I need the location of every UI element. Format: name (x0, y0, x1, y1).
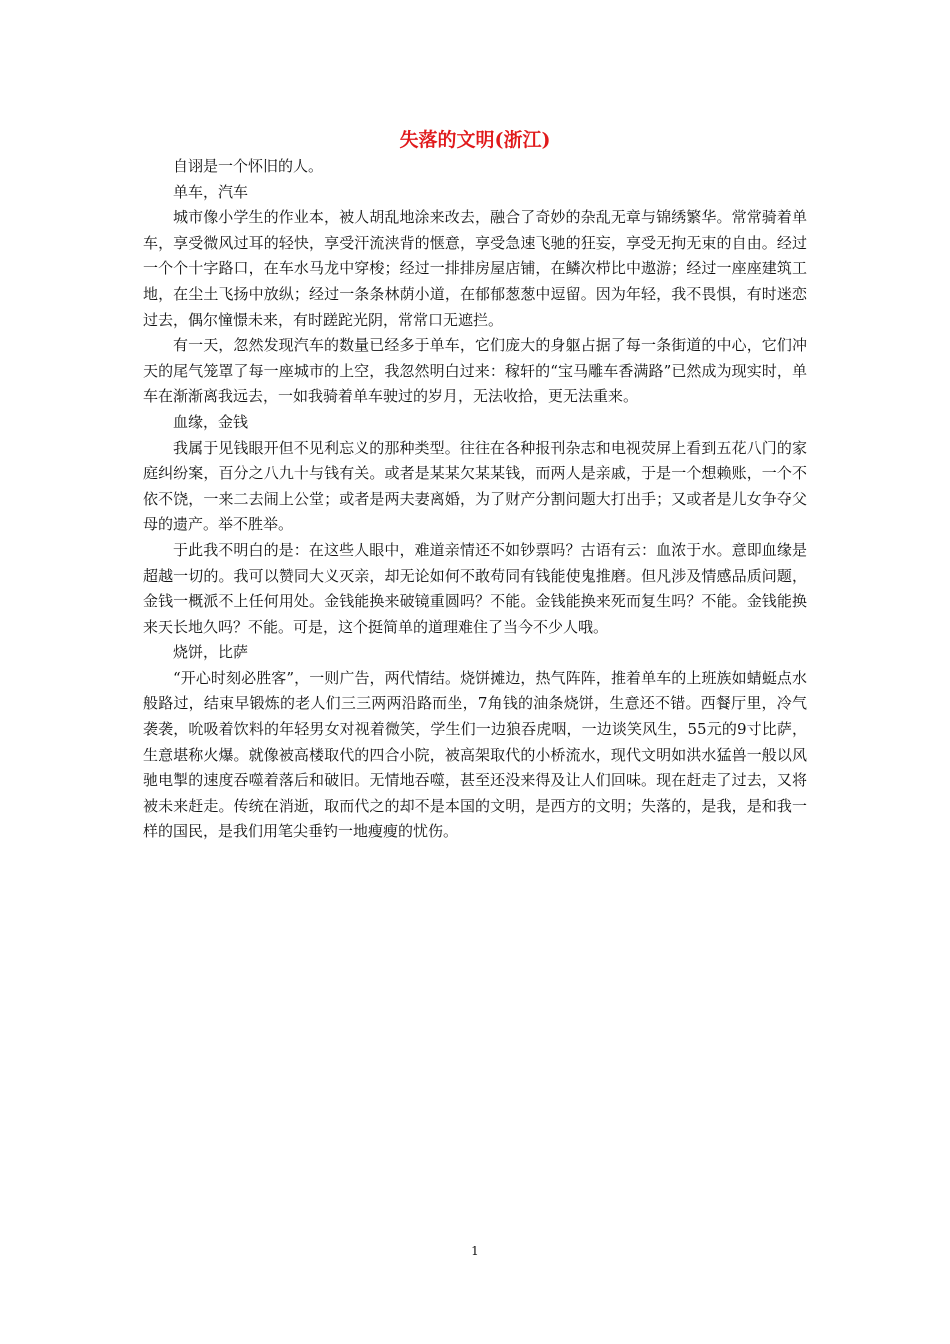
article-body (143, 154, 807, 845)
paragraph: 城市像小学生的作业本，被人胡乱地涂来改去，融合了奇妙的杂乱无章与锦绣繁华。常常骑着单车，享受微风过耳的轻快，享受汗流浃背的惬意，享受急速飞驰的狂妄，享受无拘无束的自由。经过一个个十字路口，在车水马龙中穿梭；经过一排排房屋店铺，在鳞次栉比中遨游；经过一座座建筑工地，在尘土飞扬中放纵；经过一条条林荫小道，在郁郁葱葱中逗留。因为年轻，我不畏惧，有时迷恋过去，偶尔憧憬未来，有时蹉跎光阴，常常口无遮拦。 (143, 208, 807, 329)
section-heading-blood-money: 血缘，金钱 (173, 412, 249, 431)
section-heading-bicycle-car: 单车，汽车 (173, 182, 249, 201)
paragraph-intro: 自诩是一个怀旧的人。 (173, 157, 324, 175)
paragraph: “开心时刻必胜客”，一则广告，两代情结。烧饼摊边，热气阵阵，推着单车的上班族如蜻蜓点水般路过，结束早锻炼的老人们三三两两沿路而坐，7角钱的油条烧饼，生意还不错。西餐厅里，冷气袭袭，吮吸着饮料的年轻男女对视着微笑，学生们一边狼吞虎咽，一边谈笑风生，55元的9寸比萨，生意堪称火爆。就像被高楼取代的四合小院，被高架取代的小桥流水，现代文明如洪水猛兽一般以风驰电掣的速度吞噬着落后和破旧。无情地吞噬，甚至还没来得及让人们回味。现在赶走了过去，又将被未来赶走。传统在消逝，取而代之的却不是本国的文明，是西方的文明；失落的，是我，是和我一样的国民，是我们用笔尖垂钓一地瘦瘦的忧伤。 (143, 668, 807, 841)
section-heading-shaobing-pizza: 烧饼，比萨 (173, 643, 249, 662)
paragraph: 于此我不明白的是：在这些人眼中，难道亲情还不如钞票吗？古语有云：血浓于水。意即血缘是超越一切的。我可以赞同大义灭亲，却无论如何不敢苟同有钱能使鬼推磨。但凡涉及情感品质问题，金钱一概派不上任何用处。金钱能换来破镜重圆吗？不能。金钱能换来死而复生吗？不能。金钱能换来天长地久吗？不能。可是，这个挺简单的道理难住了当今不少人哦。 (143, 540, 807, 636)
page-title: 失落的文明(浙江) (399, 129, 551, 151)
page-number: 1 (471, 1244, 479, 1258)
paragraph: 我属于见钱眼开但不见利忘义的那种类型。往往在各种报刊杂志和电视荧屏上看到五花八门的家庭纠纷案，百分之八九十与钱有关。或者是某某欠某某钱，而两人是亲戚，于是一个想赖账，一个不依不饶，一来二去闹上公堂；或者是两夫妻离婚，为了财产分割问题大打出手；又或者是儿女争夺父母的遗产。举不胜举。 (143, 438, 807, 534)
paragraph: 有一天，忽然发现汽车的数量已经多于单车，它们庞大的身躯占据了每一条街道的中心，它们冲天的尾气笼罩了每一座城市的上空，我忽然明白过来：稼轩的“宝马雕车香满路”已然成为现实时，单车在渐渐离我远去，一如我骑着单车驶过的岁月，无法收拾，更无法重来。 (143, 336, 807, 406)
